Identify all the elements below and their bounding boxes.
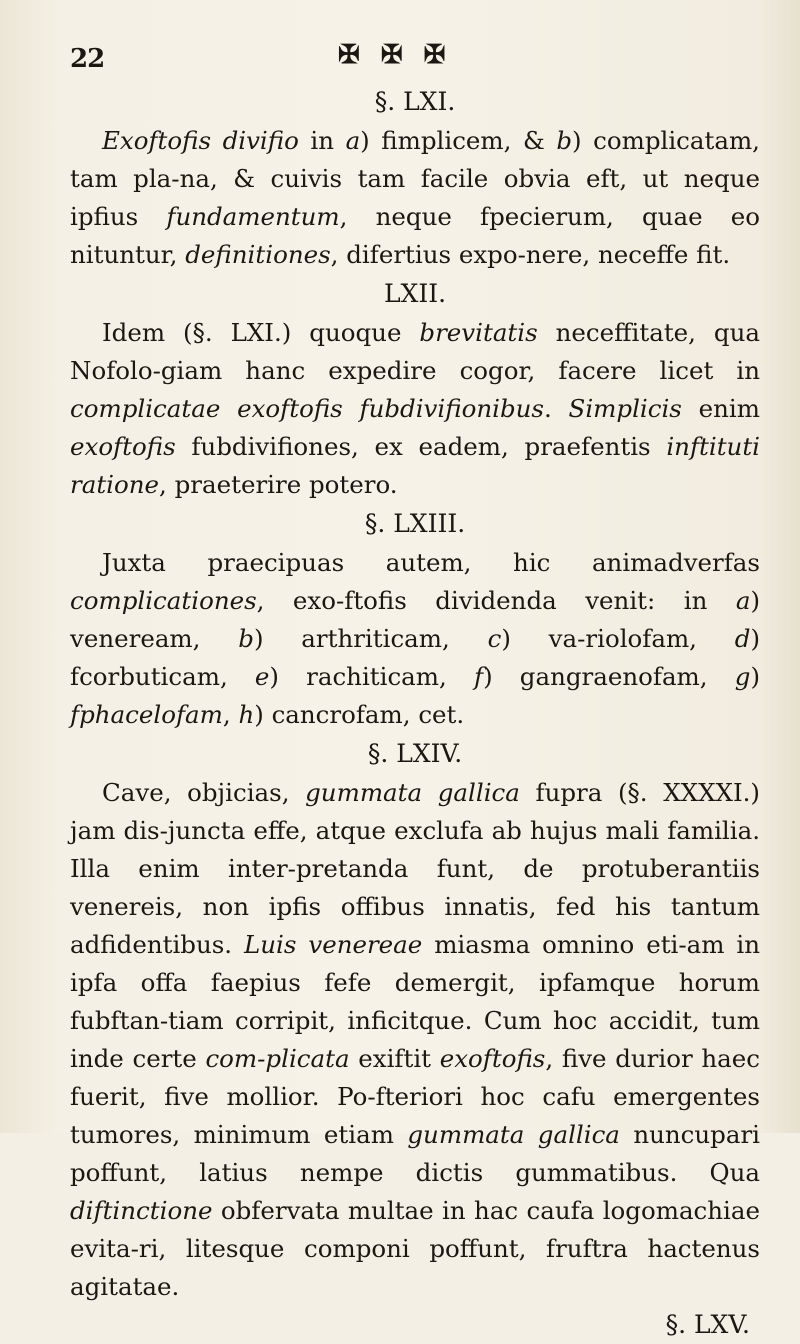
text-run: ) cancrofam, cet. [254,700,465,729]
text-run: obfervata multae in hac caufa logomachiae evita-ri, litesque componi poffunt, fruftra hactenus agitatae. [70,1196,760,1301]
italic-term: h [238,700,255,729]
section-heading-lxiii: §. LXIII. [364,509,466,538]
text-run: Idem (§. LXI.) quoque [102,318,420,347]
header-ornament: ✠ ✠ ✠ [338,40,452,70]
italic-term: d [734,624,751,653]
page-body [70,82,760,1344]
italic-term: fphacelofam [70,700,223,729]
text-run: , five durior haec fuerit, five mollior. Po-fteriori hoc cafu emergentes tumores, minimum etiam [70,1044,760,1149]
text-run: neceffitate, qua Nofolo-giam hanc expedire cogor, facere licet in [70,318,760,385]
italic-term: exoftofis [70,432,176,461]
italic-term: a [735,586,751,615]
italic-term: complicatae exoftofis fubdivifionibus [70,394,544,423]
section-paragraph-lxiii [70,544,760,734]
section-paragraph-lxii [70,314,760,504]
text-run: in [298,126,346,155]
text-run: fubdivifiones, ex eadem, praefentis [175,432,667,461]
text-run: , [222,700,239,729]
italic-term: fundamentum [166,202,340,231]
text-run: fupra (§. XXXXI.) jam dis-juncta effe, atque exclufa ab hujus mali familia. Illa enim inter-pretanda funt, de protuberantiis venereis, non ipfis offibus innatis, fed his tantum adfidentibus. [70,778,760,959]
text-run: ) arthriticam, [253,624,488,653]
italic-term: diftinctione [70,1196,213,1225]
text-run: . [543,394,569,423]
section-heading-lxii: LXII. [383,279,447,308]
text-run: Juxta praecipuas autem, hic animadverfas [102,548,760,577]
italic-term: a [345,126,361,155]
italic-term: definitiones [185,240,331,269]
page-number: 22 [70,44,105,74]
text-run: ) fcorbuticam, [70,624,761,691]
section-paragraph-lxiv [70,774,760,1306]
text-run: exiftit [349,1044,440,1073]
italic-term: c [487,624,502,653]
italic-term: f [473,662,484,691]
italic-term: Luis venereae [244,930,423,959]
text-run: ) va-riolofam, [501,624,735,653]
text-run: ) fimplicem, & [360,126,557,155]
italic-term: b [556,126,573,155]
italic-term: gummata gallica [407,1120,620,1149]
italic-term: g [734,662,751,691]
italic-term: Exoftofis divifio [102,126,299,155]
text-run: , neque fpecierum, quae eo nituntur, [70,202,760,269]
text-run: miasma omnino eti-am in ipfa offa faepius fefe demergit, ipfamque horum fubftan-tiam corripit, inficitque. Cum hoc accidit, tum inde certe [70,930,760,1073]
italic-term: com-plicata [205,1044,350,1073]
italic-term: inftituti ratione [70,432,760,499]
text-run: , difertius expo-nere, neceffe fit. [330,240,731,269]
text-run: , praeterire potero. [159,470,398,499]
section-paragraph-lxi [70,122,760,274]
italic-term: complicationes [70,586,257,615]
italic-term: brevitatis [419,318,538,347]
page-header [70,40,750,80]
italic-term: b [238,624,254,653]
text-run: Cave, objicias, [102,778,306,807]
text-run: , exo-ftofis dividenda venit: in [256,586,736,615]
text-run: nuncupari poffunt, latius nempe dictis gummatibus. Qua [70,1120,760,1187]
catchword: §. LXV. [665,1310,750,1339]
italic-term: gummata gallica [305,778,520,807]
text-run: ) complicatam, tam pla-na, & cuivis tam facile obvia eft, ut neque ipfius [70,126,760,231]
italic-term: e [254,662,270,691]
section-heading-lxi: §. LXI. [374,87,456,116]
text-run: ) veneream, [70,586,760,653]
text-run: ) gangraenofam, [483,662,735,691]
text-run: ) rachiticam, [269,662,474,691]
italic-term: Simplicis [568,394,682,423]
text-run: ) [750,662,760,691]
text-run: enim [681,394,761,423]
italic-term: exoftofis [439,1044,546,1073]
section-heading-lxiv: §. LXIV. [367,739,463,768]
